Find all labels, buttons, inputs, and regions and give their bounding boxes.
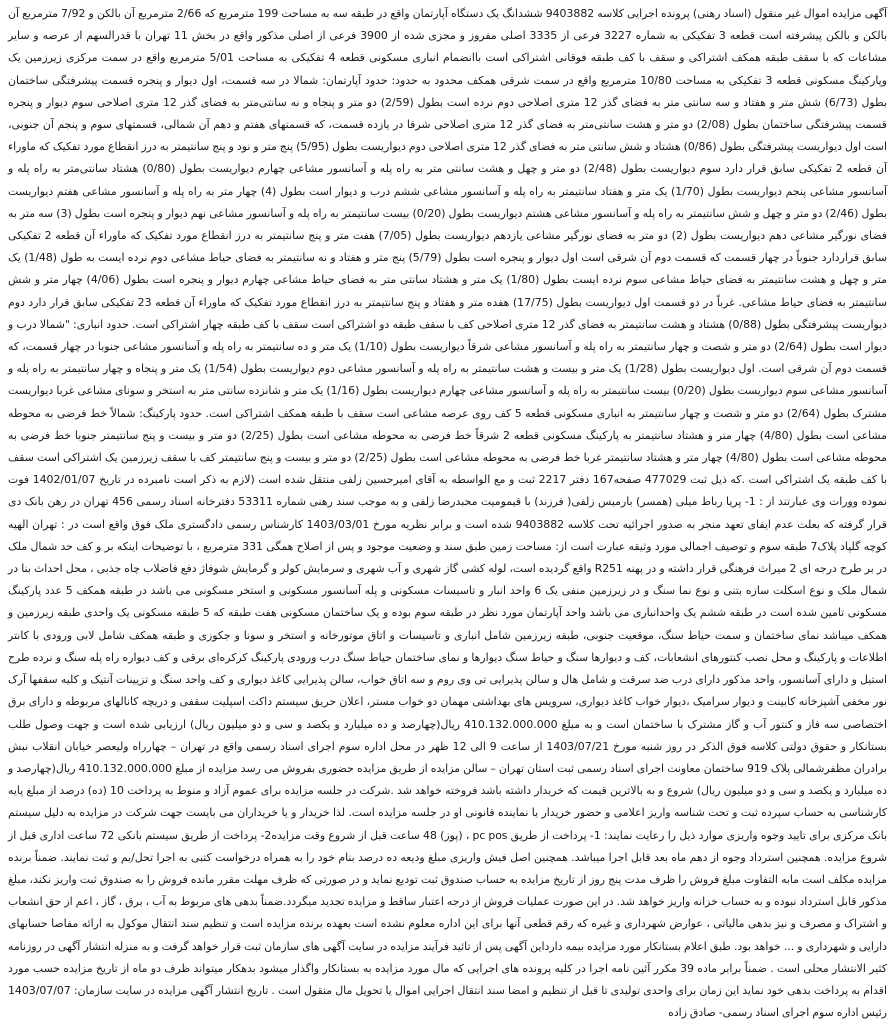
notice-title: آگهی مزایده اموال غیر منقول (اسناد رهنی) [692,7,888,20]
auction-notice-text [8,3,887,1024]
notice-body: پرونده اجرایی کلاسه 9403882 ششدانگ یک دستگاه آپارتمان واقع در طبقه سه به مساحت 199 مترمربع که 2/66 مترمربع آن بالکن و 7/92 مترمربع آن بالکن و بالکن پیشرفته است قطعه 3 تفکیکی به شماره 3227 فرعی از 3335 اصلی مفروز و مجزی شده از 3900 فرعی از اصلی مذکور واقع در بخش 11 تهران با قدرالسهم از عرصه و سایر مشاعات که با سقف طبقه همکف اشتراکی و سقف با کف طبقه فوقانی اشتراکی است باانضمام انباری مسکونی قطعه 4 تفکیکی به مساحت 5/01 مترمربع واقع در سمت مرکزی زیرزمین یک وپارکینگ مسکونی قطعه 3 تفکیکی به مساحت 10/80 مترمربع واقع در سمت شرقی همکف محدود به حدود: حدود آپارتمان: شمالا در سه قسمت، اول دیوار و پنجره قسمت پیشرفتگی ساختمان بطول (6/73) شش متر و هفتاد و سه سانتی متر به فضای گذر 12 متری اصلاحی دوم نرده است بطول (2/59) دو متر و پنجاه و نه سانتی‌متر به فضای گذر 12 متری اصلاحی سوم دیوار و پنجره قسمت پیشرفتگی ساختمان بطول (2/08) دو متر و هشت سانتی‌متر به فضای گذر 12 متری اصلاحی شرقا در یازده قسمت، که قسمتهای هفتم و دهم آن شمالی، قسمتهای سوم و پنجم آن جنوبی، است اول دیواریست پیشرفتگی بطول (0/86) هشتاد و شش سانتی متر به فضای گذر 12 متری اصلاحی دوم دیواریست بطول (5/95) پنج متر و نود و پنج سانتیمتر به درز انقطاع مورد تفکیک که ماوراء آن قطعه 2 تفکیکی سابق قرار دارد سوم دیواریست بطول (2/48) دو متر و چهل و هشت سانتی متر به راه پله و آسانسور مشاعی چهارم دیواریست بطول (0/80) هشتاد سانتی‌متر به راه پله و آسانسور مشاعی پنجم دیواریست بطول (1/70) یک متر و هفتاد سانتیمتر به راه پله و آسانسور مشاعی ششم درب و دیوار است بطول (4) چهار متر به راه پله و آسانسور مشاعی هفتم دیواریست بطول (2/46) دو متر و چهل و شش سانتیمتر به راه پله و آسانسور مشاعی هشتم دیواریست بطول (0/20) بیست سانتیمتر به راه پله و آسانسور مشاعی نهم دیوار و پنجره است بطول (3) سه متر به فضای نورگیر مشاعی دهم دیواریست بطول (2) دو متر به فضای نورگیر مشاعی یازدهم دیواریست بطول (7/05) هفت متر و پنج سانتیمتر به درز انقطاع مورد تفکیک که ماوراء آن قطعه 2 تفکیکی سابق قراردارد جنوباً در چهار قسمت که قسمت دوم آن شرقی است اول دیوار و پنجره است بطول (5/79) پنج متر و هفتاد و نه سانتیمتر به فضای حیاط مشاعی دوم نرده ایست به طول (1/48) یک متر و چهل و هشت سانتیمتر به فضای حیاط مشاعی سوم نرده ایست بطول (1/80) یک متر و هشتاد سانتی متر به فضای حیاط مشاعی چهارم دیوار و پنجره است بطول (4/06) چهار متر و شش سانتیمتر به فضای حیاط مشاعی. غرباً در دو قسمت اول دیواریست بطول (17/75) هفده متر و هفتاد و پنج سانتیمتر به درز انقطاع مورد تفکیک که ماوراء آن قطعه 23 تفکیکی سابق قرار دارد دوم دیواریست پیشرفتگی بطول (0/88) هشتاد و هشت سانتیمتر به فضای گذر 12 متری اصلاحی کف با سقف طبقه دو اشتراکی است سقف با کف طبقه چهار اشتراکی است. حدود انباری: "شمالا درب و دیوار است بطول (2/64) دو متر و شصت و چهار سانتیمتر به راه پله و آسانسور مشاعی شرقاً دیواریست بطول (1/10) یک متر و ده سانتیمتر به راه پله و آسانسور مشاعی جنوبا در چهار قسمت، که قسمت دوم آن شرقی است. اول دیواریست بطول (1/28) یک متر و بیست و هشت سانتیمتر به راه پله و آسانسور مشاعی دوم دیواریست بطول (1/54) یک متر و پنجاه و چهار سانتیمتر به راه پله و آسانسور مشاعی سوم دیواریست بطول (0/20) بیست سانتیمتر به راه پله و آسانسور مشاعی چهارم دیواریست بطول (1/16) یک متر و شانزده سانتی متر به استخر و سونای مشاعی غربا دیواریست مشترک بطول (2/64) دو متر و شصت و چهار سانتیمتر به انباری مسکونی قطعه 5 کف روی عرصه مشاعی است سقف با طبقه همکف اشتراکی است. حدود پارکینگ: شمالاً خط فرضی به محوطه مشاعی است بطول (4/80) چهار متر و هشتاد سانتیمتر به پارکینگ مسکونی قطعه 2 شرقاً خط فرضی به محوطه مشاعی است بطول (2/25) دو متر و بیست و پنج سانتیمتر جنوبا خط فرضی به محوطه مشاعی است بطول (4/80) چهار متر و هشتاد سانتیمتر غربا خط فرضی به محوطه مشاعی است بطول (2/25) دو متر و بیست و پنج سانتیمتر کف با سقف زیرزمین یک اشتراکی است سقف با کف طبقه یک اشتراکی است .که ذیل ثبت 477029 صفحه167 دفتر 2217 ثبت و مع الواسطه به آقای امیرحسین زلفی منتقل شده است (لازم به ذکر است نامبرده در تاریخ 1402/01/07 فوت نموده وورات وی عبارتند از : 1- پریا رباط میلی (همسر) بارمیس زلفی( فرزند) با قیمومیت محبدرضا زلفی و به موجب سند رهنی شماره 53311 دفترخانه اسناد رسمی 456 تهران در رهن بانک دی قرار گرفته که بعلت عدم ایفای تعهد منجر به صدور اجرائیه تحت کلاسه 9403882 شده است و برابر نظریه مورخ 1403/03/01 کارشناس رسمی دادگستری ملک فوق واقع است در : تهران الهیه کوچه گلپاد پلاک7 طبقه سوم و توصیف اجمالی مورد وثیقه عبارت است از: مساحت زمین طبق سند و وضعیت موجود و پس از اصلاح همگی 331 مترمربع ، با توضیحات اینکه بر و کف حد شمال ملک در بر طرح درجه ای 2 میراث فرهنگی قرار داشته و در پهنه R251 واقع گردیده است، لوله کشی گاز شهری و آب شهری و سرمایش کولر و گرمایش شوفاژ دفع فاضلاب چاه جذبی ، محل احداث بنا در شمال ملک و نوع اسکلت سازه بتنی و نوع نما سنگ و در زیرزمین منفی یک 6 واحد انبار و تاسیسات مسکونی و پله آسانسور مسکونی و استخر مسکونی می باشد در طبقه همکف 5 عدد پارکینگ مسکونی تامین شده است در طبقه ششم یک واحدانباری می باشد واحد آپارتمان مورد نظر در طبقه سوم بوده و یک ساختمان مسکونی هفت طبقه که 5 طبقه مسکونی یک واحدی طبقه زیرزمین و همکف میباشد نمای ساختمان و سمت حیاط سنگ، موقعیت جنوبی، طبقه زیرزمین شامل انباری و تاسیسات و اتاق موتورخانه و استخر و سونا و جکوزی و طبقه همکف شامل لابی ورودی با کانتر اطلاعات و پارکینگ و محل نصب کنتورهای انشعابات، کف و دیوارها سنگ و حیاط سنگ دیوارها و نمای ساختمان حیاط سنگ درب ورودی پارکینگ کرکره‌ای برقی و کف دیواره راه پله سنگ و نرده طرح استیل و دارای آسانسور، واحد مذکور دارای درب ضد سرقت و شامل هال و سالن پذیرایی تی وی روم و سه اتاق خواب، سالن پذیرایی کاغذ دیواری و کف واحد سنگ و تزیینات آنتیک و کلیه سقفها آرک نور مخفی آشپزخانه کابینت و دیوار سرامیک ،دیوار خواب کاغذ دیواری، سرویس های بهداشتی مهمان دو خواب مستر، اعلان حریق سیستم داکت اسپلیت سقفی و دریچه کانالهای مربوطه و دارای برق اختصاصی سه فاز و کنتور آب و گاز مشترک با ساختمان است و به مبلغ 410.132.000.000 ریال(چهارصد و ده میلیارد و یکصد و سی و دو میلیون ریال) ارزیابی شده است و جهت وصول طلب بستانکار و حقوق دولتی کلاسه فوق الذکر در روز شنبه مورخ 1403/07/21 از ساعت 9 الی 12 ظهر در محل اداره سوم اجرای اسناد رسمی واقع در تهران – چهارراه ولیعصر خیابان انقلاب نبش برادران مظفرشمالی پلاک 919 ساختمان معاونت اجرای اسناد رسمی ثبت استان تهران – سالن مزایده از طریق مزایده حضوری بفروش می رسد مزایده از مبلغ 410.132.000.000 ریال(چهارصد و ده میلیارد و یکصد و سی و دو میلیون ریال) شروع و به بالاترین قیمت که خریدار داشته باشد فروخته خواهد شد .شرکت در جلسه مزایده برای عموم آزاد و منوط به پرداخت 10 (ده) درصد از مبلغ پایه کارشناسی به حساب سپرده ثبت و تحت شناسه واریز اعلامی و حضور خریدار یا نماینده قانونی او در جلسه مزایده است. لذا خریدار و یا خریداران می بایست جهت شرکت در مزایده به دلیل سیستم بانک مرکزی برای تایید وجوه واریزی موارد ذیل را رعایت نمایند: 1- پرداخت از طریق pc pos ، (پوز) 48 ساعت قبل از شروع وقت مزایده2- پرداخت از طریق سیستم بانکی 72 ساعت اداری قبل از شروع مزایده. همچنین استرداد وجوه از دهم ماه بعد قابل اجرا میباشد. همچنین اصل فیش واریزی مبلغ ودیعه ده درصد بنام خود را به همراه درخواست کتبی به اجرا تحل/یم و ثبت نمایند. ضمناً برنده مزایده مکلف است مابه التفاوت مبلغ فروش را ظرف مدت پنج روز از تاریخ مزایده به حساب صندوق ثبت تودیع نماید و در صورتی که ظرف مهلت مقرر مانده فروش را به صندوق ثبت واریز نکند، مبلغ مذکور قابل استرداد نبوده و به حساب خزانه واریز خواهد شد. در این صورت عملیات فروش از درجه اعتبار ساقط و مزایده تجدید میگردد.ضمناً بدهی های مربوط به آب ، برق ، گاز ، اعم از حق انشعاب و اشتراک و مصرف و نیز بدهی مالیاتی ، عوارض شهرداری و غیره که رقم قطعی آنها برای این اداره معلوم نشده است بعهده برنده مزایده است و تنظیم سند انتقال موکول به ارائه مفاصا حسابهای دارایی و شهرداری و ... خواهد بود. طبق اعلام بستانکار مورد مزایده بیمه دارداین آگهی پس از تائید فرآیند مزایده در سایت آگهی های سازمان ثبت قرار خواهد گرفت و به منزله انتشار آگهی در روزنامه کثیر الانتشار محلی است . ضمناً برابر ماده 39 مکرر آئین نامه اجرا در کلیه پرونده های اجرایی که مال مورد مزایده به بستانکار واگذار میشود بدهکار میتواند ظرف دو ماه از تاریخ مزایده حسب مورد اقدام به پرداخت بدهی خود نماید این زمان برای واحدی تولیدی تا قبل از تنظیم و امضا سند انتقال اجرایی اموال یا تحویل مال منقول است . تاریخ انتشار آگهی مزایده در سایت سازمان: 1403/07/07 [8,7,888,997]
notice-signature: رئیس اداره سوم اجرای اسناد رسمی- صادق زاده [668,1006,887,1020]
